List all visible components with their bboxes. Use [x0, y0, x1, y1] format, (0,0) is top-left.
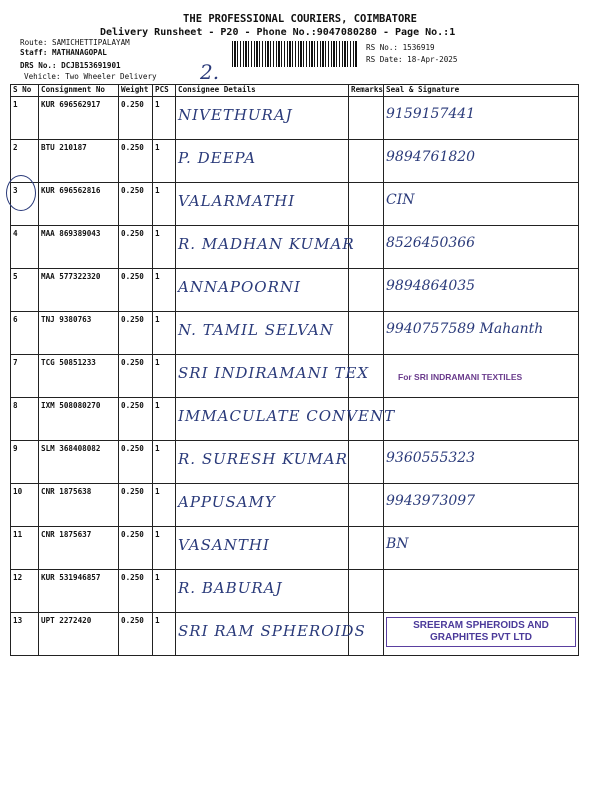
row-pcs: 1	[153, 183, 176, 226]
row-remarks	[349, 269, 384, 312]
row-consignee-text: P. DEEPA	[178, 149, 257, 167]
row-weight: 0.250	[119, 527, 153, 570]
route-value: SAMICHETTIPALAYAM	[52, 38, 130, 47]
company-name: THE PROFESSIONAL COURIERS, COIMBATORE	[183, 13, 417, 25]
row-weight: 0.250	[119, 140, 153, 183]
row-pcs: 1	[153, 355, 176, 398]
row-consignment-no: UPT 2272420	[39, 613, 119, 656]
row-remarks	[349, 527, 384, 570]
row-consignment-no: MAA 869389043	[39, 226, 119, 269]
row-remarks	[349, 441, 384, 484]
row-consignee-text: R. SURESH KUMAR	[178, 450, 348, 468]
col-consignee: Consignee Details	[176, 85, 349, 97]
table-row	[11, 140, 579, 183]
row-seal	[384, 97, 579, 140]
row-seal-text: 8526450366	[386, 235, 476, 251]
row-seal	[384, 140, 579, 183]
row-sno: 3	[11, 183, 39, 226]
row-seal	[384, 398, 579, 441]
row-consignee	[176, 613, 366, 656]
row-remarks	[349, 570, 384, 613]
table-row	[11, 355, 579, 398]
row-consignee	[176, 527, 349, 570]
row-consignment-no: KUR 696562917	[39, 97, 119, 140]
rs-date-line	[366, 55, 457, 64]
row-sno: 8	[11, 398, 39, 441]
row-sno: 9	[11, 441, 39, 484]
row-pcs: 1	[153, 441, 176, 484]
row-weight: 0.250	[119, 97, 153, 140]
row-sno: 11	[11, 527, 39, 570]
row-seal	[384, 312, 579, 355]
row-sno: 5	[11, 269, 39, 312]
row-seal-text: For SRI INDRAMANI TEXTILES	[398, 372, 523, 382]
row-consignee-text: VASANTHI	[178, 536, 270, 554]
row-consignment-no: CNR 1875638	[39, 484, 119, 527]
row-consignee-text: NIVETHURAJ	[178, 106, 293, 124]
row-seal-text: SREERAM SPHEROIDS AND GRAPHITES PVT LTD	[386, 617, 576, 647]
row-seal	[384, 355, 579, 398]
row-sno: 12	[11, 570, 39, 613]
drs-label: DRS No.:	[20, 61, 57, 70]
row-consignment-no: BTU 210187	[39, 140, 119, 183]
row-weight: 0.250	[119, 613, 153, 656]
row-seal	[384, 269, 579, 312]
row-consignment-no: SLM 368408082	[39, 441, 119, 484]
table-row	[11, 183, 579, 226]
row-weight: 0.250	[119, 570, 153, 613]
row-weight: 0.250	[119, 312, 153, 355]
handwritten-mark: 2.	[200, 60, 220, 84]
row-consignment-no: KUR 696562816	[39, 183, 119, 226]
table-row	[11, 312, 579, 355]
row-seal-text: 9943973097	[386, 493, 476, 509]
row-weight: 0.250	[119, 355, 153, 398]
row-consignee	[176, 355, 370, 398]
row-weight: 0.250	[119, 226, 153, 269]
row-pcs: 1	[153, 570, 176, 613]
row-seal	[384, 183, 579, 226]
row-consignee-text: SRI INDIRAMANI TEX	[178, 364, 370, 382]
row-seal-text: 9894761820	[386, 149, 476, 165]
row-pcs: 1	[153, 269, 176, 312]
row-remarks	[349, 183, 384, 226]
row-sno: 7	[11, 355, 39, 398]
drs-value: DCJB153691901	[61, 61, 121, 70]
runsheet-title: Delivery Runsheet - P20 - Phone No.:9047080280 - Page No.:1	[100, 27, 456, 38]
table-row	[11, 570, 579, 613]
row-consignee-text: R. MADHAN KUMAR	[178, 235, 355, 253]
table-row	[11, 441, 579, 484]
table-row	[11, 97, 579, 140]
row-seal-text: BN	[386, 536, 409, 552]
row-pcs: 1	[153, 140, 176, 183]
row-seal-text: 9159157441	[386, 106, 476, 122]
row-seal	[384, 226, 579, 269]
row-pcs: 1	[153, 613, 176, 656]
row-consignment-no: KUR 531946857	[39, 570, 119, 613]
row-consignee-text: ANNAPOORNI	[178, 278, 301, 296]
row-pcs: 1	[153, 226, 176, 269]
row-consignee	[176, 140, 349, 183]
row-weight: 0.250	[119, 441, 153, 484]
row-consignee-text: IMMACULATE CONVENT	[178, 407, 396, 425]
row-pcs: 1	[153, 398, 176, 441]
table-row	[11, 226, 579, 269]
route-line	[20, 38, 130, 47]
table-row	[11, 484, 579, 527]
runsheet-table	[10, 84, 579, 656]
vehicle-label: Vehicle:	[24, 72, 61, 81]
row-pcs: 1	[153, 484, 176, 527]
row-consignee	[176, 398, 396, 441]
row-sno: 2	[11, 140, 39, 183]
rs-date-value: 18-Apr-2025	[407, 55, 458, 64]
row-pcs: 1	[153, 97, 176, 140]
staff-label: Staff:	[20, 48, 48, 57]
row-consignment-no: IXM 508080270	[39, 398, 119, 441]
row-consignee	[176, 97, 349, 140]
row-consignee-text: R. BABURAJ	[178, 579, 283, 597]
row-consignment-no: TCG 50851233	[39, 355, 119, 398]
row-seal	[384, 527, 579, 570]
barcode	[232, 41, 358, 67]
rs-no-label: RS No.:	[366, 43, 399, 52]
row-remarks	[349, 97, 384, 140]
row-seal	[384, 441, 579, 484]
col-weight: Weight	[119, 85, 153, 97]
table-row	[11, 527, 579, 570]
row-consignee	[176, 570, 349, 613]
row-seal-text: CIN	[386, 192, 415, 208]
row-pcs: 1	[153, 312, 176, 355]
row-consignee-text: N. TAMIL SELVAN	[178, 321, 334, 339]
rs-no-value: 1536919	[402, 43, 435, 52]
row-seal-text: 9894864035	[386, 278, 476, 294]
row-weight: 0.250	[119, 398, 153, 441]
row-consignee	[176, 226, 355, 269]
row-sno: 1	[11, 97, 39, 140]
row-consignee	[176, 269, 349, 312]
row-seal-text: 9360555323	[386, 450, 476, 466]
table-header-row	[11, 85, 579, 97]
table-row	[11, 269, 579, 312]
row-weight: 0.250	[119, 484, 153, 527]
row-remarks	[349, 140, 384, 183]
row-consignment-no: MAA 577322320	[39, 269, 119, 312]
col-seal: Seal & Signature	[384, 85, 579, 97]
row-seal	[384, 484, 579, 527]
row-seal	[384, 613, 579, 656]
row-consignee	[176, 441, 349, 484]
row-sno: 6	[11, 312, 39, 355]
handwritten-circle	[6, 175, 36, 211]
table-row	[11, 398, 579, 441]
col-remarks: Remarks	[349, 85, 384, 97]
route-label: Route:	[20, 38, 48, 47]
row-sno: 13	[11, 613, 39, 656]
staff-line	[20, 48, 107, 57]
col-consignment: Consignment No	[39, 85, 119, 97]
row-remarks	[349, 484, 384, 527]
row-seal-text: 9940757589 Mahanth	[386, 321, 544, 337]
row-consignee	[176, 312, 349, 355]
drs-line	[20, 61, 121, 70]
col-pcs: PCS	[153, 85, 176, 97]
row-consignment-no: CNR 1875637	[39, 527, 119, 570]
row-consignee-text: SRI RAM SPHEROIDS	[178, 622, 366, 640]
row-sno: 10	[11, 484, 39, 527]
row-seal	[384, 570, 579, 613]
staff-value: MATHANAGOPAL	[52, 48, 107, 57]
row-weight: 0.250	[119, 183, 153, 226]
row-consignee-text: VALARMATHI	[178, 192, 296, 210]
row-consignment-no: TNJ 9380763	[39, 312, 119, 355]
table-row	[11, 613, 579, 656]
row-sno: 4	[11, 226, 39, 269]
row-weight: 0.250	[119, 269, 153, 312]
row-pcs: 1	[153, 527, 176, 570]
vehicle-value: Two Wheeler Delivery	[65, 72, 157, 81]
col-sno: S No	[11, 85, 39, 97]
rs-no-line	[366, 43, 435, 52]
row-remarks	[349, 312, 384, 355]
vehicle-line	[24, 72, 157, 81]
row-consignee-text: APPUSAMY	[178, 493, 276, 511]
row-consignee	[176, 484, 349, 527]
row-consignee	[176, 183, 349, 226]
rs-date-label: RS Date:	[366, 55, 403, 64]
